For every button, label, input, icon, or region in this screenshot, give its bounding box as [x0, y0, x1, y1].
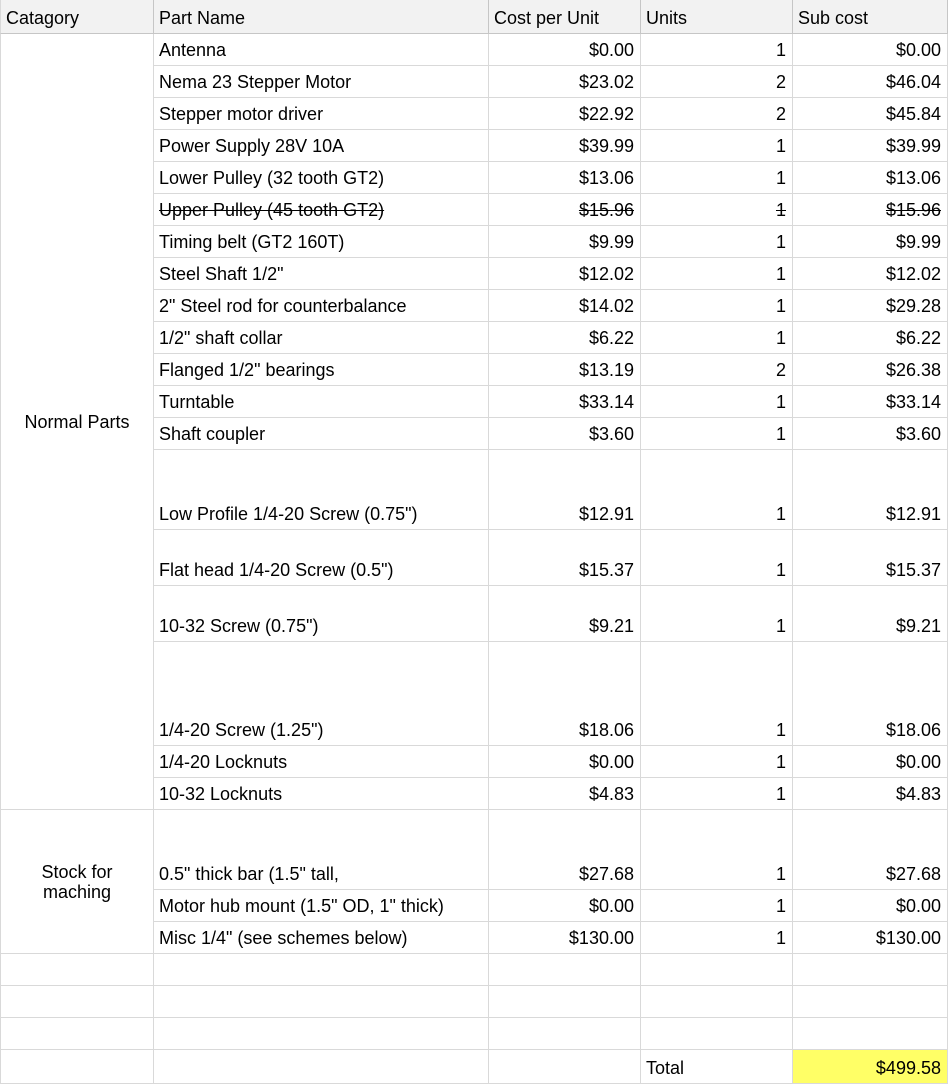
units-cell[interactable]: 1 — [641, 386, 793, 418]
part-name-cell[interactable]: Low Profile 1/4-20 Screw (0.75") — [154, 450, 489, 530]
column-header-units[interactable]: Units — [641, 0, 793, 34]
empty-cell[interactable] — [0, 954, 154, 986]
cost-per-unit-cell[interactable]: $22.92 — [489, 98, 641, 130]
sub-cost-cell[interactable]: $4.83 — [793, 778, 948, 810]
sub-cost-cell[interactable]: $12.91 — [793, 450, 948, 530]
part-name-cell[interactable]: 1/4-20 Locknuts — [154, 746, 489, 778]
empty-cell[interactable] — [793, 1018, 948, 1050]
units-cell[interactable]: 1 — [641, 746, 793, 778]
part-name-cell[interactable]: 10-32 Screw (0.75") — [154, 586, 489, 642]
empty-cell[interactable] — [793, 954, 948, 986]
cost-per-unit-cell[interactable]: $14.02 — [489, 290, 641, 322]
sub-cost-cell[interactable]: $15.37 — [793, 530, 948, 586]
sub-cost-cell[interactable]: $26.38 — [793, 354, 948, 386]
units-cell[interactable]: 1 — [641, 586, 793, 642]
cost-per-unit-cell[interactable]: $33.14 — [489, 386, 641, 418]
empty-cell[interactable] — [0, 1050, 154, 1084]
sub-cost-cell[interactable]: $0.00 — [793, 890, 948, 922]
empty-cell[interactable] — [0, 986, 154, 1018]
units-cell[interactable]: 1 — [641, 810, 793, 890]
cost-per-unit-cell[interactable]: $0.00 — [489, 890, 641, 922]
empty-cell[interactable] — [489, 1050, 641, 1084]
part-name-cell[interactable]: 10-32 Locknuts — [154, 778, 489, 810]
empty-cell[interactable] — [641, 986, 793, 1018]
part-name-cell[interactable]: 1/2" shaft collar — [154, 322, 489, 354]
part-name-cell[interactable]: Motor hub mount (1.5" OD, 1" thick) — [154, 890, 489, 922]
units-cell[interactable]: 1 — [641, 194, 793, 226]
empty-cell[interactable] — [489, 1018, 641, 1050]
sub-cost-cell[interactable]: $15.96 — [793, 194, 948, 226]
cost-per-unit-cell[interactable]: $6.22 — [489, 322, 641, 354]
cost-per-unit-cell[interactable]: $15.37 — [489, 530, 641, 586]
category-cell[interactable]: Normal Parts — [0, 34, 154, 810]
units-cell[interactable]: 1 — [641, 162, 793, 194]
cost-per-unit-cell[interactable]: $9.21 — [489, 586, 641, 642]
empty-cell[interactable] — [0, 1018, 154, 1050]
total-label[interactable]: Total — [641, 1050, 793, 1084]
units-cell[interactable]: 1 — [641, 530, 793, 586]
part-name-cell[interactable]: Upper Pulley (45 tooth GT2) — [154, 194, 489, 226]
cost-per-unit-cell[interactable]: $130.00 — [489, 922, 641, 954]
part-name-cell[interactable]: Turntable — [154, 386, 489, 418]
empty-cell[interactable] — [641, 1018, 793, 1050]
part-name-cell[interactable]: Misc 1/4" (see schemes below) — [154, 922, 489, 954]
column-header-category[interactable]: Catagory — [0, 0, 154, 34]
units-cell[interactable]: 1 — [641, 226, 793, 258]
sub-cost-cell[interactable]: $39.99 — [793, 130, 948, 162]
units-cell[interactable]: 2 — [641, 354, 793, 386]
units-cell[interactable]: 1 — [641, 130, 793, 162]
cost-per-unit-cell[interactable]: $39.99 — [489, 130, 641, 162]
sub-cost-cell[interactable]: $27.68 — [793, 810, 948, 890]
part-name-cell[interactable]: Shaft coupler — [154, 418, 489, 450]
cost-per-unit-cell[interactable]: $12.02 — [489, 258, 641, 290]
sub-cost-cell[interactable]: $130.00 — [793, 922, 948, 954]
cost-per-unit-cell[interactable]: $23.02 — [489, 66, 641, 98]
sub-cost-cell[interactable]: $3.60 — [793, 418, 948, 450]
part-name-cell[interactable]: Steel Shaft 1/2" — [154, 258, 489, 290]
part-name-cell[interactable]: Flanged 1/2" bearings — [154, 354, 489, 386]
sub-cost-cell[interactable]: $9.21 — [793, 586, 948, 642]
column-header-cost-per-unit[interactable]: Cost per Unit — [489, 0, 641, 34]
cost-per-unit-cell[interactable]: $15.96 — [489, 194, 641, 226]
units-cell[interactable]: 2 — [641, 98, 793, 130]
units-cell[interactable]: 2 — [641, 66, 793, 98]
part-name-cell[interactable]: Lower Pulley (32 tooth GT2) — [154, 162, 489, 194]
sub-cost-cell[interactable]: $0.00 — [793, 34, 948, 66]
cost-per-unit-cell[interactable]: $0.00 — [489, 34, 641, 66]
units-cell[interactable]: 1 — [641, 322, 793, 354]
column-header-sub-cost[interactable]: Sub cost — [793, 0, 948, 34]
part-name-cell[interactable]: Nema 23 Stepper Motor — [154, 66, 489, 98]
sub-cost-cell[interactable]: $29.28 — [793, 290, 948, 322]
sub-cost-cell[interactable]: $33.14 — [793, 386, 948, 418]
empty-cell[interactable] — [154, 1050, 489, 1084]
part-name-cell[interactable]: Stepper motor driver — [154, 98, 489, 130]
units-cell[interactable]: 1 — [641, 450, 793, 530]
part-name-cell[interactable]: Antenna — [154, 34, 489, 66]
units-cell[interactable]: 1 — [641, 890, 793, 922]
part-name-cell[interactable]: 2" Steel rod for counterbalance — [154, 290, 489, 322]
sub-cost-cell[interactable]: $0.00 — [793, 746, 948, 778]
cost-per-unit-cell[interactable]: $3.60 — [489, 418, 641, 450]
cost-per-unit-cell[interactable]: $0.00 — [489, 746, 641, 778]
cost-per-unit-cell[interactable]: $12.91 — [489, 450, 641, 530]
sub-cost-cell[interactable]: $6.22 — [793, 322, 948, 354]
units-cell[interactable]: 1 — [641, 642, 793, 746]
empty-cell[interactable] — [154, 986, 489, 1018]
empty-cell[interactable] — [154, 1018, 489, 1050]
units-cell[interactable]: 1 — [641, 290, 793, 322]
empty-cell[interactable] — [793, 986, 948, 1018]
part-name-cell[interactable]: 1/4-20 Screw (1.25") — [154, 642, 489, 746]
empty-cell[interactable] — [641, 954, 793, 986]
part-name-cell[interactable]: Flat head 1/4-20 Screw (0.5") — [154, 530, 489, 586]
total-value[interactable]: $499.58 — [793, 1050, 948, 1084]
empty-cell[interactable] — [489, 986, 641, 1018]
empty-cell[interactable] — [489, 954, 641, 986]
category-cell[interactable]: Stock for maching — [0, 810, 154, 954]
cost-per-unit-cell[interactable]: $9.99 — [489, 226, 641, 258]
sub-cost-cell[interactable]: $45.84 — [793, 98, 948, 130]
part-name-cell[interactable]: 0.5" thick bar (1.5" tall, — [154, 810, 489, 890]
cost-per-unit-cell[interactable]: $27.68 — [489, 810, 641, 890]
sub-cost-cell[interactable]: $9.99 — [793, 226, 948, 258]
units-cell[interactable]: 1 — [641, 418, 793, 450]
sub-cost-cell[interactable]: $18.06 — [793, 642, 948, 746]
cost-per-unit-cell[interactable]: $18.06 — [489, 642, 641, 746]
cost-per-unit-cell[interactable]: $13.19 — [489, 354, 641, 386]
units-cell[interactable]: 1 — [641, 778, 793, 810]
sub-cost-cell[interactable]: $46.04 — [793, 66, 948, 98]
units-cell[interactable]: 1 — [641, 922, 793, 954]
empty-cell[interactable] — [154, 954, 489, 986]
cost-per-unit-cell[interactable]: $4.83 — [489, 778, 641, 810]
sub-cost-cell[interactable]: $12.02 — [793, 258, 948, 290]
units-cell[interactable]: 1 — [641, 258, 793, 290]
part-name-cell[interactable]: Power Supply 28V 10A — [154, 130, 489, 162]
column-header-part-name[interactable]: Part Name — [154, 0, 489, 34]
part-name-cell[interactable]: Timing belt (GT2 160T) — [154, 226, 489, 258]
units-cell[interactable]: 1 — [641, 34, 793, 66]
cost-per-unit-cell[interactable]: $13.06 — [489, 162, 641, 194]
sub-cost-cell[interactable]: $13.06 — [793, 162, 948, 194]
